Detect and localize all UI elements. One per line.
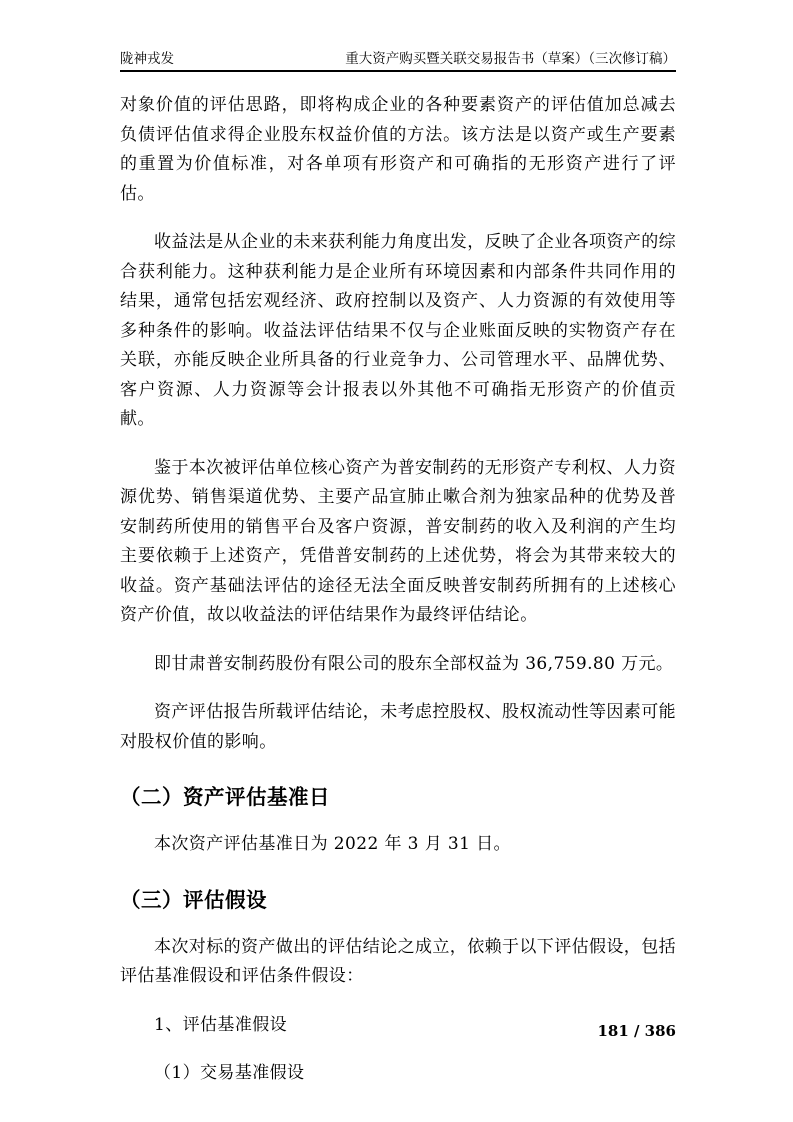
header-company-name: 陇神戎发	[120, 51, 174, 67]
page-number: 181 / 386	[597, 1022, 676, 1040]
page-header	[120, 50, 676, 72]
header-report-title: 重大资产购买暨关联交易报告书（草案）（三次修订稿）	[345, 51, 676, 67]
paragraph-report-conclusion-note: 资产评估报告所载评估结论，未考虑控股权、股权流动性等因素可能对股权价值的影响。	[120, 702, 676, 752]
section-heading-valuation-base-date: （二）资产评估基准日	[120, 785, 330, 809]
paragraph-equity-value: 即甘肃普安制药股份有限公司的股东全部权益为 36,759.80 万元。	[154, 653, 674, 674]
list-item-benchmark-assumption: 1、评估基准假设	[154, 1014, 288, 1035]
paragraph-base-date: 本次资产评估基准日为 2022 年 3 月 31 日。	[154, 834, 511, 854]
paragraph-valuation-approach: 对象价值的评估思路，即将构成企业的各种要素资产的评估值加总减去负债评估值求得企业股东权益价值的方法。该方法是以资产或生产要素的重置为价值标准，对各单项有形资产和可确指的无形资产进行了评估。	[120, 95, 676, 204]
section-heading-valuation-assumptions: （三）评估假设	[120, 887, 267, 912]
page-footer	[597, 1022, 676, 1040]
list-item-transaction-benchmark-assumption: （1）交易基准假设	[154, 1063, 305, 1083]
paragraph-assumptions-intro: 本次对标的资产做出的评估结论之成立，依赖于以下评估假设，包括评估基准假设和评估条件假设：	[120, 936, 676, 986]
paragraph-core-assets: 鉴于本次被评估单位核心资产为普安制药的无形资产专利权、人力资源优势、销售渠道优势、主要产品宣肺止嗽合剂为独家品种的优势及普安制药所使用的销售平台及客户资源，普安制药的收入及利润的产生均主要依赖于上述资产，凭借普安制药的上述优势，将会为其带来较大的收益。资产基础法评估的途径无法全面反映普安制药所拥有的上述核心资产价值，故以收益法的评估结果作为最终评估结论。	[120, 457, 676, 625]
paragraph-income-method: 收益法是从企业的未来获利能力角度出发，反映了企业各项资产的综合获利能力。这种获利能力是企业所有环境因素和内部条件共同作用的结果，通常包括宏观经济、政府控制以及资产、人力资源的有效使用等多种条件的影响。收益法评估结果不仅与企业账面反映的实物资产存在关联，亦能反映企业所具备的行业竞争力、公司管理水平、品牌优势、客户资源、人力资源等会计报表以外其他不可确指无形资产的价值贡献。	[120, 232, 676, 429]
content-area	[120, 50, 676, 1108]
